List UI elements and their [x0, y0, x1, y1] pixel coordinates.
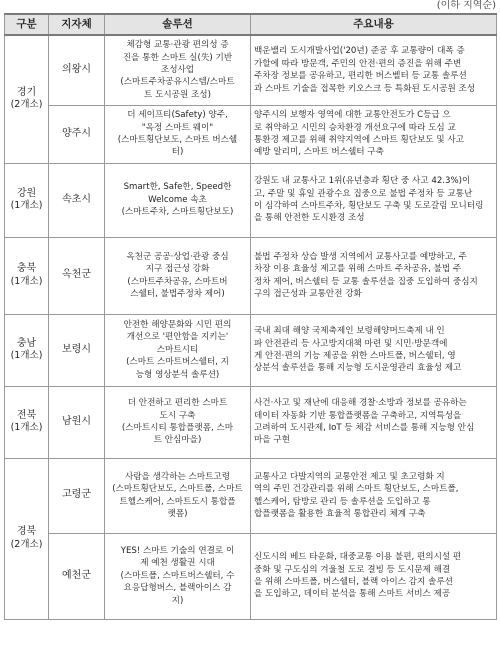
region-count: (2개소)	[10, 99, 43, 111]
table-row	[5, 237, 497, 314]
solution-line: (스마트주차, 스마트횡단보도)	[121, 207, 234, 218]
region-cell	[5, 35, 49, 163]
content-line: 국내 최대 해양 국제축제인 보령해양머드축제 내 인	[254, 326, 445, 337]
content-line: 상분석 솔루션을 통해 지능형 도시운영관리 효율성 제고	[254, 363, 462, 374]
solution-line: 체감형 교통·관광 편의성 증	[126, 40, 229, 51]
content-line: 헬스케어, 탐방로 관리 등 솔루션을 도입하고 통	[254, 496, 431, 507]
table-row	[5, 163, 497, 237]
region-count: (1개소)	[10, 200, 43, 211]
content-line: 백운밸리 도시개발사업('20년) 준공 후 교통량이 대폭 증	[254, 46, 465, 57]
solution-line: 지구 접근성 강화	[145, 264, 210, 275]
solution-line: 옥천군 공공·상업·관광 중심	[126, 251, 229, 262]
solution-line: 제 예천 생활권 시대	[140, 558, 215, 569]
solution-cell	[105, 458, 251, 533]
content-line: 로 취약하고 시민의 승차환경 개선요구에 따라 도심 교	[254, 122, 456, 133]
municipality-cell: 보령시	[49, 314, 105, 386]
content-cell	[251, 458, 497, 533]
solution-cell	[105, 35, 251, 105]
table-row	[5, 386, 497, 458]
region-name: 경기	[16, 86, 37, 98]
region-count: (2개소)	[10, 538, 43, 550]
content-line: 이 심각하여 스마트주차, 횡단보도 구축 및 도로갈림 모니터링	[254, 201, 484, 211]
region-count: (1개소)	[10, 350, 43, 361]
header-solution: 솔루션	[105, 14, 251, 35]
content-line: 사건·사고 및 재난에 대응해 경찰·소방과 정보를 공유하는	[254, 398, 467, 409]
solution-line: 조성사업	[160, 65, 195, 76]
smart-city-table	[4, 13, 497, 620]
solution-line: 더 세이프티(Safety) 양주,	[127, 110, 228, 121]
solution-line: Welcome 속초	[148, 194, 207, 205]
content-line: 강원도 내 교통사고 1위(유년층과 횡단 중 사고 42.3%)이	[254, 176, 471, 187]
solution-line: 스쉘터, 불법주정차 제어)	[130, 288, 225, 299]
region-count: (1개소)	[10, 275, 43, 287]
region-name: 충북	[16, 263, 37, 275]
region-cell	[5, 314, 49, 386]
region-cell	[5, 386, 49, 458]
content-line: 을 통해 안전한 도시환경 조성	[254, 213, 365, 224]
content-line: 가할에 따라 방문객, 주민의 안전·편의 증진을 위해 주변	[254, 58, 462, 69]
municipality-cell: 고령군	[49, 458, 105, 533]
content-line: 구의 접근성과 교통안전 강화	[254, 288, 362, 299]
municipality-cell: 옥천군	[49, 237, 105, 314]
municipality-cell: 의왕시	[49, 35, 105, 105]
header-main-content: 주요내용	[251, 14, 497, 35]
content-line: 주차장 정보를 공유하고, 편리한 버스벨터 등 교통 솔루션	[254, 71, 467, 82]
solution-line: (스마트주차공유, 스마트버	[127, 276, 228, 287]
solution-line: 트 도시공원 조성)	[144, 89, 211, 100]
solution-line: 안전한 해양문화와 시민 편의	[123, 319, 232, 330]
content-line: 예방 알리미, 스마트 버스쉘터 구축	[254, 147, 384, 158]
municipality-cell: 속초시	[49, 163, 105, 237]
solution-line: (스마트시티 통합플랫폼, 스마	[121, 423, 234, 433]
content-cell	[251, 237, 497, 314]
solution-line: (스마트주차공유시스템/스마트	[120, 77, 235, 88]
header-municipality: 지자체	[49, 14, 105, 35]
municipality-cell: 남원시	[49, 386, 105, 458]
content-cell	[251, 35, 497, 105]
content-line: 통환경 제고를 위해 취약지역에 스마트 횡단보도 및 사고	[254, 135, 465, 145]
content-line: 을 도입하고, 데이터 분석을 통해 스마트 서비스 제공	[254, 589, 451, 600]
table-row	[5, 458, 497, 533]
solution-line: 사람을 생각하는 스마트고령	[124, 471, 231, 482]
region-name: 충남	[16, 337, 37, 349]
solution-line: YES! 스마트 기술의 연결로 이	[120, 545, 235, 556]
content-line: 을 위해 스마트폴, 버스쉘터, 블랙 아이스 감지 솔루션	[254, 577, 453, 587]
content-line: 신도시의 베드 타운화, 대중교통 이용 불편, 편의시설 편	[254, 552, 462, 563]
solution-line: 더 안전하고 편리한 스마트	[127, 398, 228, 409]
content-cell	[251, 163, 497, 237]
solution-line: 능형 영상분석 솔루션)	[135, 369, 220, 380]
region-name: 전북	[16, 409, 37, 421]
solution-cell	[105, 533, 251, 619]
content-cell	[251, 533, 497, 619]
unit-note: (이하 지역순)	[436, 0, 496, 11]
content-line: 파 안전관리 등 사고방지대책 마련 및 시민·방문객에	[254, 338, 448, 349]
solution-line: (스마트횡단보도, 스마트 버스쉘	[117, 135, 238, 145]
region-name: 강원	[16, 187, 37, 199]
content-line: 중화 및 구도심의 겨울철 도로 결빙 등 도시문제 해결	[254, 564, 451, 575]
content-line: 고, 주말 및 휴일 관광수요 집중으로 불법 주정차 등 교통난	[254, 188, 473, 199]
content-line: 양주시의 보행자 영역에 대한 교통안전도가 C등급 으	[254, 110, 451, 121]
solution-line: 도시 구축	[159, 410, 196, 421]
table-row	[5, 35, 497, 105]
region-cell	[5, 458, 49, 619]
solution-cell	[105, 163, 251, 237]
solution-line: (스마트 스마트버스쉘터, 지	[126, 357, 229, 368]
solution-line: (스마트횡단보도, 스마트폴, 스마트	[112, 484, 243, 495]
content-line: 교통사고 다발지역의 교통안전 제고 및 초고령화 지	[254, 471, 445, 482]
solution-cell	[105, 314, 251, 386]
content-line: 마을 구현	[254, 435, 290, 446]
solution-line: 랫폼)	[167, 508, 188, 519]
table-row	[5, 105, 497, 163]
solution-cell	[105, 105, 251, 163]
solution-line: "옥정 스마트 웨이"	[141, 122, 214, 133]
content-line: 차장 이용 효율성 제고를 위해 스마트 주차공유, 불법 주	[254, 264, 462, 275]
solution-line: 스마트시티	[156, 344, 199, 355]
content-cell	[251, 314, 497, 386]
region-name: 경북	[16, 526, 37, 538]
solution-line: 트헬스케어, 스마트도시 통합플	[119, 496, 236, 507]
municipality-cell: 양주시	[49, 105, 105, 163]
solution-line: 개선으로 '편안함을 지키는'	[126, 332, 229, 343]
solution-line: 진을 통한 스마트 실(失) 기반	[122, 52, 233, 63]
table-row	[5, 533, 497, 619]
solution-line: 트 안심마을)	[153, 435, 202, 446]
content-line: 합플랫폼을 활용한 효율적 통합관리 체계 구축	[254, 508, 426, 519]
region-cell	[5, 163, 49, 237]
content-line: 고려하여 도시관제, IoT 등 체감 서비스를 통해 지능형 안심	[254, 423, 475, 433]
header-category: 구분	[5, 14, 49, 35]
content-line: 데이터 자동화 기반 통합플랫폼을 구축하고, 지역특성을	[254, 410, 462, 421]
solution-line: 터)	[171, 147, 184, 158]
solution-line: 지)	[171, 595, 184, 606]
table-row	[5, 314, 497, 386]
content-line: 역의 주민 건강관리를 위해 스마트 횡단보도, 스마트폴,	[254, 484, 459, 495]
content-line: 과 스마트 기술을 접목한 키오스크 등 특화된 도시공원 조성	[254, 83, 476, 94]
content-line: 게 안전·편의 기능 제공을 위한 스마트폴, 버스쉘터, 영	[254, 351, 456, 361]
solution-cell	[105, 386, 251, 458]
region-count: (1개소)	[10, 422, 43, 433]
municipality-cell: 예천군	[49, 533, 105, 619]
solution-line: 요응답형버스, 블랙아이스 감	[123, 583, 232, 594]
content-line: 정차 제어, 버스쉘터 등 교통 솔루션을 집중 도입하여 중심지	[254, 276, 478, 287]
solution-line: (스마트폴, 스마트버스쉘터, 수	[120, 570, 235, 581]
table-header-row	[5, 14, 497, 35]
content-line: 불법 주정차 상습 발생 지역에서 교통사고를 예방하고, 주	[254, 251, 467, 262]
solution-cell	[105, 237, 251, 314]
content-cell	[251, 386, 497, 458]
region-cell	[5, 237, 49, 314]
solution-line: Smart한, Safe한, Speed한	[123, 182, 232, 193]
content-cell	[251, 105, 497, 163]
